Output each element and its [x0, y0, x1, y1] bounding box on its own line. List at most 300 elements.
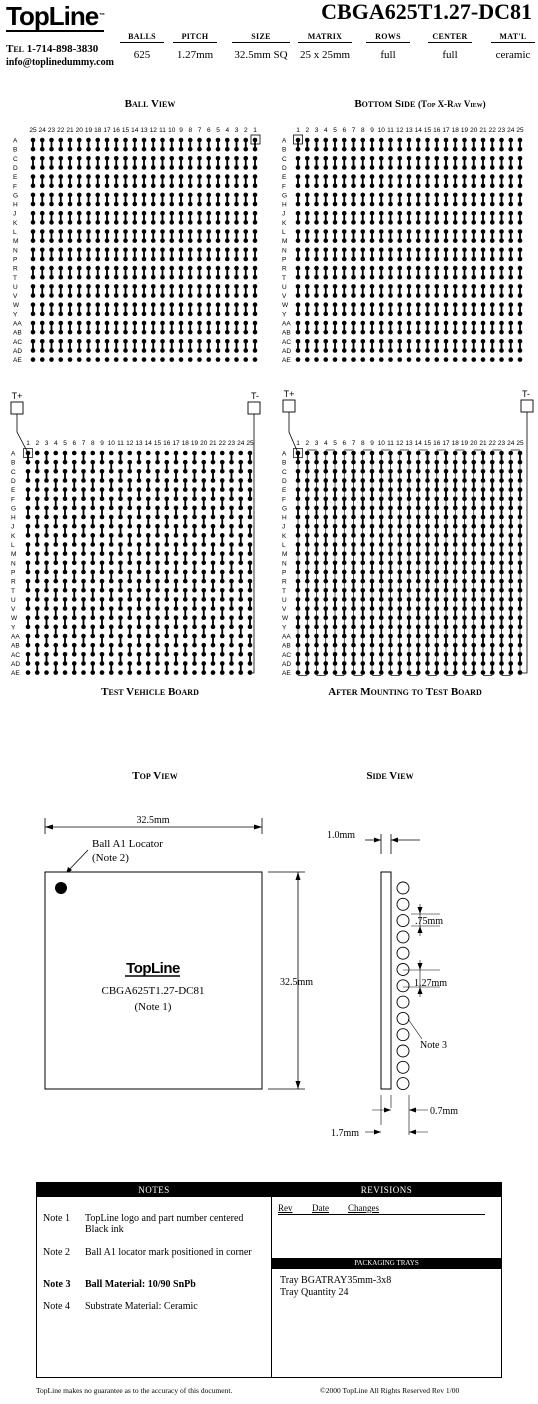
row-label: T	[13, 274, 17, 282]
ball	[63, 670, 68, 675]
mechanical-drawing	[0, 790, 538, 1150]
row-label: C	[282, 468, 287, 476]
ball	[192, 670, 197, 675]
row-label: Y	[282, 311, 287, 319]
ball	[499, 357, 504, 362]
locator-label: Ball A1 Locator	[92, 838, 163, 850]
column-label: 14	[144, 440, 152, 447]
note3-ref: Note 3	[420, 1040, 447, 1051]
row-label: Y	[11, 624, 16, 632]
spec-label: MATRIX	[307, 32, 343, 41]
row-label: F	[11, 496, 15, 504]
ball	[201, 451, 206, 456]
column-label: 7	[81, 440, 86, 447]
column-label: 12	[149, 127, 157, 134]
row-label: AC	[13, 338, 23, 346]
row-label: AA	[282, 633, 291, 641]
ball-side	[397, 915, 409, 927]
row-label: R	[13, 265, 18, 273]
column-label: 19	[190, 440, 199, 447]
column-label: 17	[442, 440, 450, 447]
row-label: E	[13, 174, 18, 182]
ball-view-title: Ball View	[124, 98, 176, 110]
row-label: AE	[11, 670, 20, 678]
column-label: 16	[163, 440, 171, 447]
row-label: G	[282, 505, 288, 513]
row-label: H	[282, 514, 287, 522]
spec-value: 32.5mm SQ	[234, 49, 288, 61]
row-label: H	[13, 201, 18, 209]
ball-side	[397, 964, 409, 976]
row-label: A	[282, 137, 287, 145]
ball	[508, 357, 513, 362]
column-label: 15	[423, 440, 432, 447]
column-label: 13	[405, 440, 413, 447]
row-label: AA	[11, 633, 20, 641]
column-label: 12	[396, 440, 404, 447]
column-label: 15	[121, 127, 130, 134]
ball	[471, 357, 476, 362]
row-label: J	[11, 523, 15, 531]
column-label: 2	[305, 127, 310, 134]
ball	[234, 357, 239, 362]
column-label: 4	[323, 127, 328, 134]
row-label: M	[282, 551, 288, 559]
ball	[444, 357, 449, 362]
row-label: B	[282, 459, 287, 467]
ball-side	[397, 980, 409, 992]
column-label: 19	[460, 127, 469, 134]
row-label: M	[11, 551, 17, 559]
copyright: ©2000 TopLine All Rights Reserved Rev 1/00	[320, 1386, 460, 1395]
row-label: D	[13, 164, 18, 172]
ball	[118, 670, 123, 675]
arrow	[418, 963, 423, 970]
ball	[183, 451, 188, 456]
date-col: Date	[312, 1203, 329, 1213]
row-label: K	[11, 532, 16, 540]
ball	[206, 357, 211, 362]
ball	[90, 451, 95, 456]
locator-note: (Note 2)	[92, 852, 129, 864]
ball	[425, 357, 430, 362]
ball	[31, 357, 36, 362]
revisions-header: REVISIONS	[272, 1183, 501, 1197]
note-text	[85, 1279, 265, 1290]
row-label: Y	[282, 624, 287, 632]
note-line: Substrate Material: Ceramic	[85, 1301, 198, 1312]
column-label: 25	[516, 440, 524, 447]
column-label: 16	[433, 440, 441, 447]
row-label: F	[282, 183, 286, 191]
ball	[127, 451, 132, 456]
column-label: 24	[38, 127, 46, 134]
spec-label: ROWS	[375, 32, 401, 41]
test-terminal	[283, 400, 295, 412]
row-label: G	[282, 192, 288, 200]
thickness-dim: 1.0mm	[327, 830, 356, 841]
top-width-dim: 32.5mm	[136, 815, 170, 826]
row-label: A	[13, 137, 18, 145]
row-label: AC	[282, 651, 292, 659]
column-label: 25	[516, 127, 524, 134]
column-label: 7	[351, 127, 356, 134]
column-label: 23	[497, 127, 506, 134]
row-label: P	[282, 569, 287, 577]
spec-label: SIZE	[251, 32, 271, 41]
column-label: 12	[126, 440, 134, 447]
column-label: 13	[405, 127, 413, 134]
package-logo: TopLine	[126, 960, 180, 977]
column-label: 9	[179, 127, 183, 134]
ball	[132, 357, 137, 362]
row-label: A	[282, 450, 287, 458]
ball	[174, 670, 179, 675]
side-view-title: Side View	[366, 770, 414, 782]
substrate-side	[381, 872, 391, 1089]
after-mounting-title: After Mounting to Test Board	[328, 686, 482, 698]
column-label: 5	[63, 440, 67, 447]
ball	[123, 357, 128, 362]
spec-value: 625	[133, 49, 151, 61]
ball-side	[397, 1029, 409, 1041]
row-label: N	[11, 560, 16, 568]
changes-col: Changes	[348, 1203, 379, 1213]
column-label: 1	[26, 440, 30, 447]
row-label: AB	[282, 329, 291, 337]
row-label: W	[11, 615, 18, 623]
row-label: G	[13, 192, 19, 200]
terminal-label: T-	[251, 391, 259, 401]
row-label: AA	[282, 320, 291, 328]
note-line: Ball A1 locator mark positioned in corner	[85, 1247, 252, 1258]
ball	[188, 357, 193, 362]
ball	[243, 357, 248, 362]
terminal-label: T+	[11, 391, 23, 401]
column-label: 13	[140, 127, 148, 134]
column-label: 23	[497, 440, 506, 447]
row-label: H	[11, 514, 16, 522]
bottom-side-sublabel: (Top X-Ray View)	[418, 99, 486, 109]
row-label: AC	[282, 338, 292, 346]
tray-part: Tray BGATRAY35mm-3x8	[280, 1275, 392, 1286]
row-label: AA	[13, 320, 22, 328]
row-label: P	[282, 256, 287, 264]
spec-value: full	[442, 49, 458, 61]
column-label: 11	[387, 127, 394, 134]
column-label: 22	[57, 127, 65, 134]
column-label: 20	[470, 440, 478, 447]
notes-panel	[36, 1182, 272, 1378]
row-label: AB	[11, 642, 20, 650]
column-label: 3	[234, 127, 239, 134]
ball	[35, 451, 40, 456]
column-label: 22	[488, 127, 496, 134]
column-label: 3	[314, 127, 319, 134]
ball-side	[397, 931, 409, 943]
row-label: C	[11, 468, 16, 476]
packaging-info	[280, 1275, 391, 1299]
top-view-title: Top View	[132, 770, 178, 782]
ball	[370, 357, 375, 362]
ball	[407, 357, 412, 362]
note-number: Note 3	[43, 1279, 71, 1290]
packaging-header: PACKAGING TRAYS	[272, 1258, 501, 1269]
column-label: 18	[181, 440, 189, 447]
test-terminal	[248, 402, 260, 414]
row-label: L	[282, 229, 286, 236]
ball	[229, 670, 234, 675]
ball	[416, 357, 421, 362]
column-label: 8	[90, 440, 95, 447]
ball	[95, 357, 100, 362]
row-label: AE	[282, 670, 291, 678]
ball	[146, 451, 151, 456]
ball	[323, 357, 328, 362]
row-label: N	[282, 560, 287, 568]
column-label: 25	[29, 127, 37, 134]
column-label: 18	[94, 127, 102, 134]
row-label: U	[13, 283, 18, 291]
ball-side	[397, 1078, 409, 1090]
ball	[81, 670, 86, 675]
row-label: AD	[13, 347, 23, 355]
row-label: B	[11, 459, 16, 467]
column-label: 18	[451, 440, 459, 447]
revisions-columns	[278, 1203, 485, 1215]
rev-col: Rev	[278, 1203, 293, 1213]
ball	[314, 357, 319, 362]
row-label: R	[282, 265, 287, 273]
note-number: Note 1	[43, 1213, 70, 1224]
ball	[72, 451, 77, 456]
row-label: R	[11, 578, 16, 586]
leader	[408, 1019, 422, 1039]
ball	[462, 357, 467, 362]
row-label: L	[13, 229, 17, 236]
column-label: 4	[53, 440, 58, 447]
row-label: J	[13, 210, 17, 218]
ball	[453, 357, 458, 362]
column-label: 1	[296, 440, 300, 447]
column-label: 9	[370, 127, 374, 134]
column-label: 1	[253, 127, 257, 134]
column-label: 2	[35, 440, 40, 447]
column-label: 20	[75, 127, 83, 134]
revisions-panel	[271, 1182, 502, 1378]
ball	[211, 670, 216, 675]
column-label: 11	[387, 440, 394, 447]
row-label: F	[282, 496, 286, 504]
column-label: 19	[460, 440, 469, 447]
column-label: 14	[131, 127, 139, 134]
column-label: 4	[323, 440, 328, 447]
lead-wire	[17, 414, 28, 453]
ball	[481, 357, 486, 362]
ball	[58, 357, 63, 362]
row-label: AD	[11, 660, 21, 668]
notes-header: NOTES	[37, 1183, 271, 1197]
column-label: 22	[488, 440, 496, 447]
arrow	[418, 926, 423, 933]
test-terminal	[11, 402, 23, 414]
disclaimer: TopLine makes no guarantee as to the accuracy of this document.	[36, 1386, 233, 1395]
row-label: U	[282, 596, 287, 604]
row-label: T	[282, 587, 286, 595]
row-label: AD	[282, 347, 292, 355]
ball	[151, 357, 156, 362]
total-height-dim: 1.7mm	[331, 1128, 360, 1139]
column-label: 11	[117, 440, 124, 447]
ball	[253, 357, 258, 362]
note-number: Note 2	[43, 1247, 70, 1258]
ball	[100, 670, 105, 675]
ball	[360, 357, 365, 362]
row-label: U	[282, 283, 287, 291]
row-label: E	[11, 487, 16, 495]
package-part-number: CBGA625T1.27-DC81	[101, 985, 205, 997]
row-label: V	[282, 606, 287, 614]
ball-side	[397, 1045, 409, 1057]
column-label: 24	[237, 440, 245, 447]
row-label: K	[282, 532, 287, 540]
ball	[490, 357, 495, 362]
arrow	[409, 1130, 416, 1135]
column-label: 21	[209, 440, 217, 447]
column-label: 24	[507, 440, 515, 447]
ball	[296, 357, 301, 362]
note-text	[85, 1301, 265, 1312]
note-text	[85, 1213, 265, 1235]
row-label: E	[282, 487, 287, 495]
column-label: 7	[351, 440, 356, 447]
column-label: 14	[414, 127, 422, 134]
ball	[164, 451, 169, 456]
ball-side	[397, 898, 409, 910]
test-vehicle-title: Test Vehicle Board	[101, 686, 199, 698]
ball	[518, 357, 523, 362]
column-label: 10	[377, 127, 385, 134]
ball	[105, 357, 110, 362]
arrow	[374, 1130, 381, 1135]
ball-side	[397, 996, 409, 1008]
note-text	[85, 1247, 265, 1258]
column-label: 2	[243, 127, 248, 134]
row-label: T	[282, 274, 286, 282]
ball	[351, 357, 356, 362]
row-label: G	[11, 505, 17, 513]
bottom-side-label: Bottom Side	[354, 98, 416, 110]
column-label: 6	[342, 440, 347, 447]
column-label: 23	[227, 440, 236, 447]
arrow	[384, 1108, 391, 1113]
package-note-ref: (Note 1)	[134, 1001, 172, 1013]
column-label: 8	[360, 440, 365, 447]
ball	[238, 451, 243, 456]
spec-label: MAT'L	[499, 32, 527, 41]
row-label: L	[282, 542, 286, 549]
column-label: 15	[423, 127, 432, 134]
ball	[179, 357, 184, 362]
ball	[49, 357, 54, 362]
row-label: W	[282, 615, 289, 623]
terminal-label: T+	[283, 389, 295, 399]
ball	[137, 670, 142, 675]
row-label: C	[13, 155, 18, 163]
column-label: 8	[360, 127, 365, 134]
row-label: AB	[13, 329, 22, 337]
terminal-label: T-	[522, 389, 530, 399]
spec-value: 1.27mm	[176, 49, 214, 61]
ball	[40, 357, 45, 362]
row-label: N	[13, 247, 18, 255]
column-label: 9	[370, 440, 374, 447]
row-label: T	[11, 587, 15, 595]
ball-dim: .75mm	[415, 916, 444, 927]
ball	[26, 670, 31, 675]
spec-value: full	[380, 49, 396, 61]
ball-grid-diagrams	[0, 0, 538, 700]
ball	[342, 357, 347, 362]
column-label: 10	[377, 440, 385, 447]
ball	[305, 357, 310, 362]
ball	[169, 357, 174, 362]
column-label: 5	[333, 440, 337, 447]
ball-side	[397, 1012, 409, 1024]
column-label: 3	[44, 440, 49, 447]
row-label: AC	[11, 651, 21, 659]
column-label: 17	[103, 127, 111, 134]
row-label: AB	[282, 642, 291, 650]
row-label: AE	[282, 357, 291, 365]
logo-trademark: ™	[99, 13, 105, 19]
spec-label: CENTER	[432, 32, 468, 41]
row-label: E	[282, 174, 287, 182]
row-label: AD	[282, 660, 292, 668]
column-label: 22	[218, 440, 226, 447]
column-label: 10	[168, 127, 176, 134]
column-label: 11	[159, 127, 166, 134]
arrow	[409, 1108, 416, 1113]
row-label: J	[282, 523, 286, 531]
ball	[114, 357, 119, 362]
ball	[53, 451, 58, 456]
column-label: 7	[197, 127, 202, 134]
tray-quantity: Tray Quantity 24	[280, 1287, 349, 1298]
column-label: 16	[433, 127, 441, 134]
row-label: W	[13, 302, 20, 310]
ball	[44, 670, 49, 675]
row-label: J	[282, 210, 286, 218]
a1-locator-dot	[55, 882, 67, 894]
part-number: CBGA625T1.27-DC81	[321, 0, 532, 24]
row-label: H	[282, 201, 287, 209]
row-label: D	[282, 477, 287, 485]
ball-side	[397, 882, 409, 894]
column-label: 24	[507, 127, 515, 134]
note-line: Ball Material: 10/90 SnPb	[85, 1279, 196, 1290]
column-label: 6	[206, 127, 211, 134]
row-label: V	[282, 293, 287, 301]
column-label: 6	[72, 440, 77, 447]
ball	[434, 357, 439, 362]
ball	[388, 357, 393, 362]
row-label: AE	[13, 357, 22, 365]
row-label: D	[282, 164, 287, 172]
ball	[160, 357, 165, 362]
ball	[225, 357, 230, 362]
ball	[77, 357, 82, 362]
